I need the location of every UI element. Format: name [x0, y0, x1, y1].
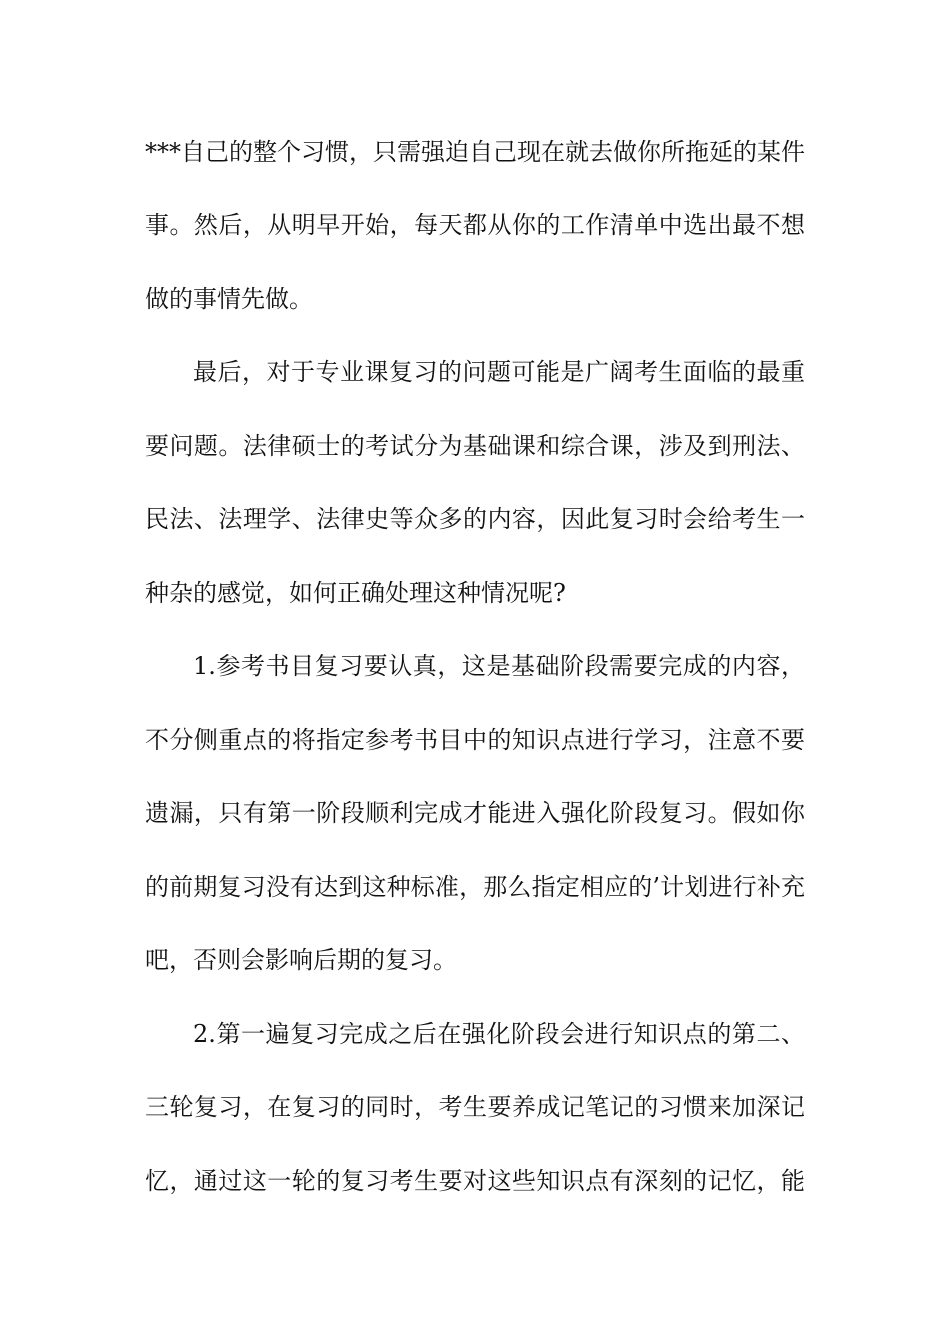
text-line-1: ***自己的整个习惯，只需强迫自己现在就去做你所拖延的某件 [145, 138, 805, 166]
text-line-5: 要问题。法律硕士的考试分为基础课和综合课，涉及到刑法、 [145, 432, 805, 460]
text-line-14: 三轮复习，在复习的同时，考生要养成记笔记的习惯来加深记 [145, 1093, 805, 1121]
text-line-3: 做的事情先做。 [145, 285, 313, 313]
text-line-15: 忆，通过这一轮的复习考生要对这些知识点有深刻的记忆，能 [145, 1167, 805, 1195]
text-line-8: 1.参考书目复习要认真，这是基础阶段需要完成的内容， [193, 652, 805, 680]
text-line-10: 遗漏，只有第一阶段顺利完成才能进入强化阶段复习。假如你 [145, 799, 805, 827]
text-line-4: 最后，对于专业课复习的问题可能是广阔考生面临的最重 [193, 358, 805, 386]
text-line-2: 事。然后，从明早开始，每天都从你的工作清单中选出最不想 [145, 211, 805, 239]
text-line-11: 的前期复习没有达到这种标准，那么指定相应的’计划进行补充 [145, 873, 805, 901]
text-line-9: 不分侧重点的将指定参考书目中的知识点进行学习，注意不要 [145, 726, 805, 754]
text-line-13: 2.第一遍复习完成之后在强化阶段会进行知识点的第二、 [193, 1020, 805, 1048]
text-line-12: 吧，否则会影响后期的复习。 [145, 946, 457, 974]
text-line-6: 民法、法理学、法律史等众多的内容，因此复习时会给考生一 [145, 505, 805, 533]
text-line-7: 种杂的感觉，如何正确处理这种情况呢? [145, 579, 566, 607]
